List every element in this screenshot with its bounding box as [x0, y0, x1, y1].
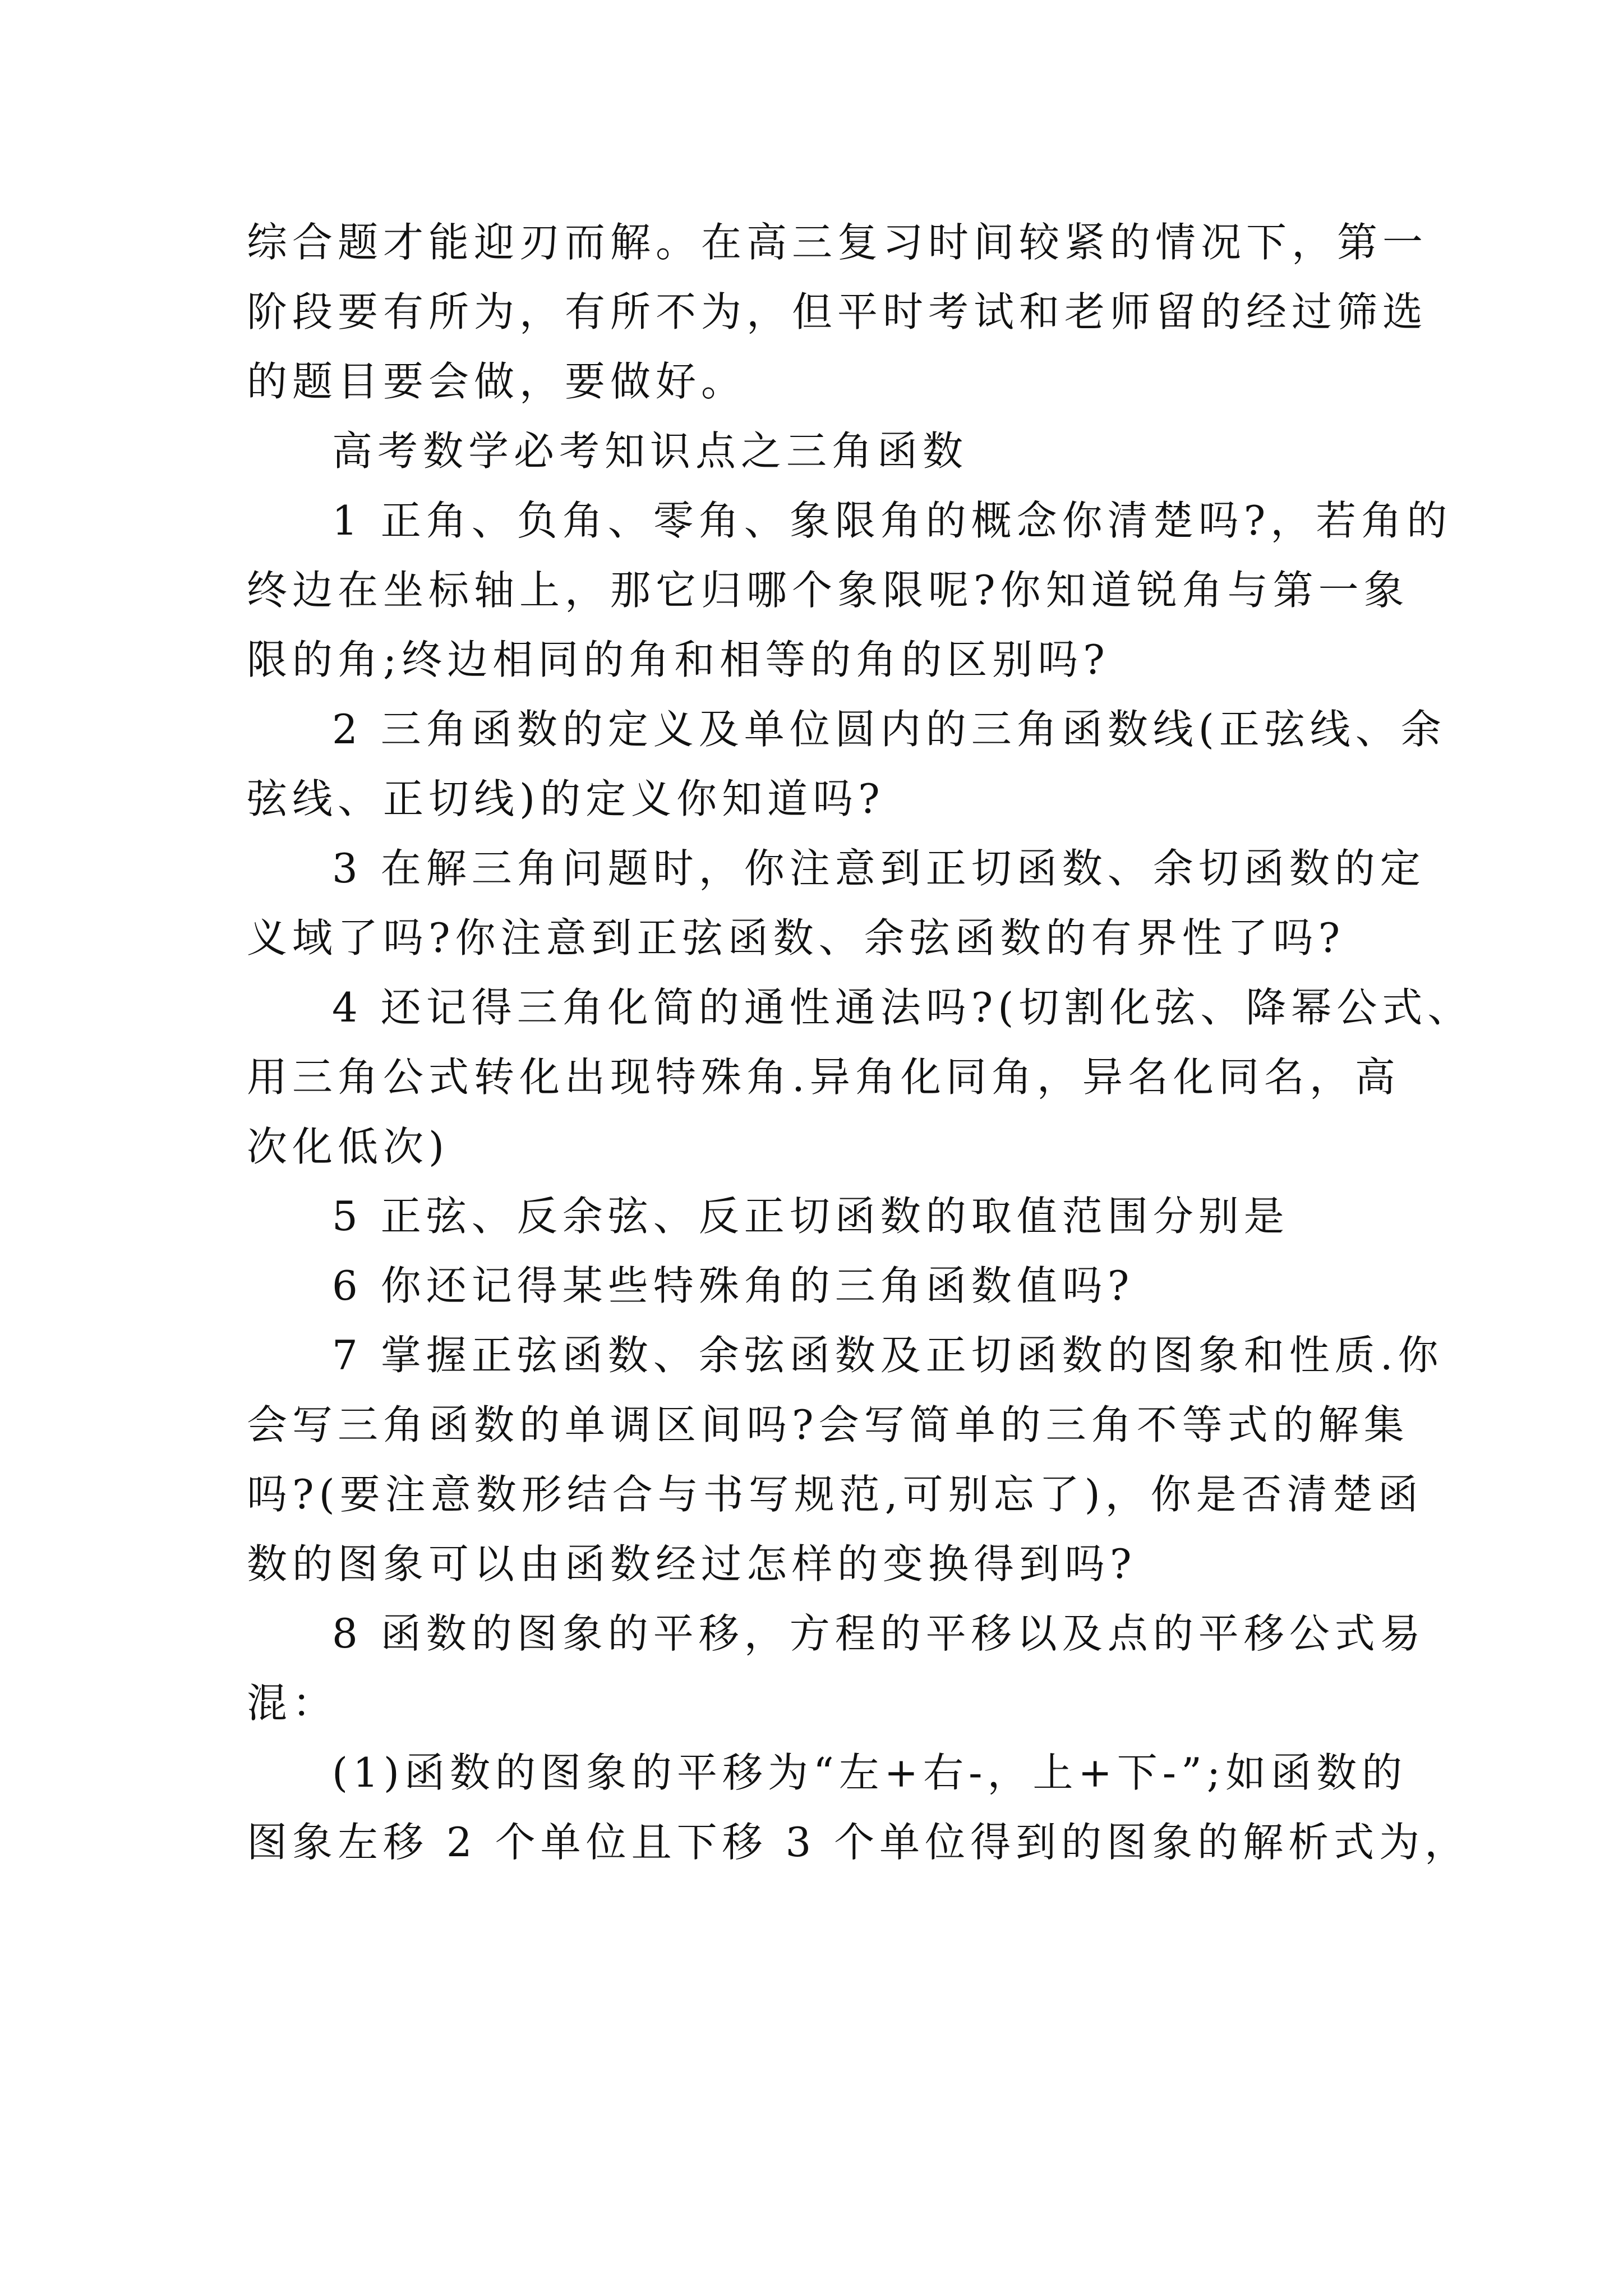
heading-line: 高考数学必考知识点之三角函数 [332, 427, 969, 475]
paragraph-item-6 [247, 1251, 1374, 1320]
text-line: 义域了吗?你注意到正弦函数、余弦函数的有界性了吗? [247, 914, 1345, 961]
paragraph-item-8-sub-1 [247, 1738, 1470, 1877]
text-line: 终边在坐标轴上，那它归哪个象限呢?你知道锐角与第一象 [247, 567, 1409, 614]
text-line: 数的图象可以由函数经过怎样的变换得到吗? [247, 1540, 1137, 1588]
paragraph-item-2 [247, 694, 1446, 834]
paragraph-item-3 [247, 834, 1426, 973]
text-line: 限的角;终边相同的角和相等的角的区别吗? [247, 636, 1110, 683]
text-line: 1 正角、负角、零角、象限角的概念你清楚吗?，若角的 [332, 497, 1453, 544]
text-line: 4 还记得三角化简的通性通法吗?(切割化弦、降幂公式、 [332, 984, 1473, 1031]
text-line: 3 在解三角问题时，你注意到正切函数、余切函数的定 [332, 845, 1426, 892]
text-line: 用三角公式转化出现特殊角.异角化同角，异名化同名，高 [247, 1053, 1400, 1101]
text-line: 会写三角函数的单调区间吗?会写简单的三角不等式的解集 [247, 1401, 1409, 1448]
paragraph-item-4 [247, 973, 1473, 1181]
text-line: 阶段要有所为，有所不为，但平时考试和老师留的经过筛选 [247, 288, 1428, 335]
text-line: 综合题才能迎刃而解。在高三复习时间较紧的情况下，第一 [247, 219, 1428, 266]
text-line: 2 三角函数的定义及单位圆内的三角函数线(正弦线、余 [332, 706, 1446, 753]
text-line: 次化低次) [247, 1123, 450, 1170]
text-line: (1)函数的图象的平移为“左+右-，上+下-”;如函数的 [332, 1749, 1408, 1796]
text-line: 7 掌握正弦函数、余弦函数及正切函数的图象和性质.你 [332, 1332, 1444, 1379]
text-line: 8 函数的图象的平移，方程的平移以及点的平移公式易 [332, 1610, 1426, 1657]
text-line: 的题目要会做，要做好。 [247, 358, 747, 405]
paragraph-item-8 [247, 1599, 1426, 1738]
text-line: 5 正弦、反余弦、反正切函数的取值范围分别是 [332, 1193, 1289, 1240]
text-line: 图象左移 2 个单位且下移 3 个单位得到的图象的解析式为， [247, 1819, 1470, 1866]
paragraph-item-1 [247, 486, 1453, 694]
text-line: 吗?(要注意数形结合与书写规范,可别忘了)，你是否清楚函 [247, 1471, 1423, 1518]
paragraph-intro [247, 208, 1428, 416]
text-line: 弦线、正切线)的定义你知道吗? [247, 775, 885, 822]
text-line: 混： [247, 1680, 338, 1727]
paragraph-item-5 [247, 1181, 1374, 1251]
text-line: 6 你还记得某些特殊角的三角函数值吗? [332, 1262, 1135, 1309]
document-body [247, 208, 1473, 1877]
paragraph-item-7 [247, 1320, 1444, 1599]
section-heading [247, 416, 1374, 486]
